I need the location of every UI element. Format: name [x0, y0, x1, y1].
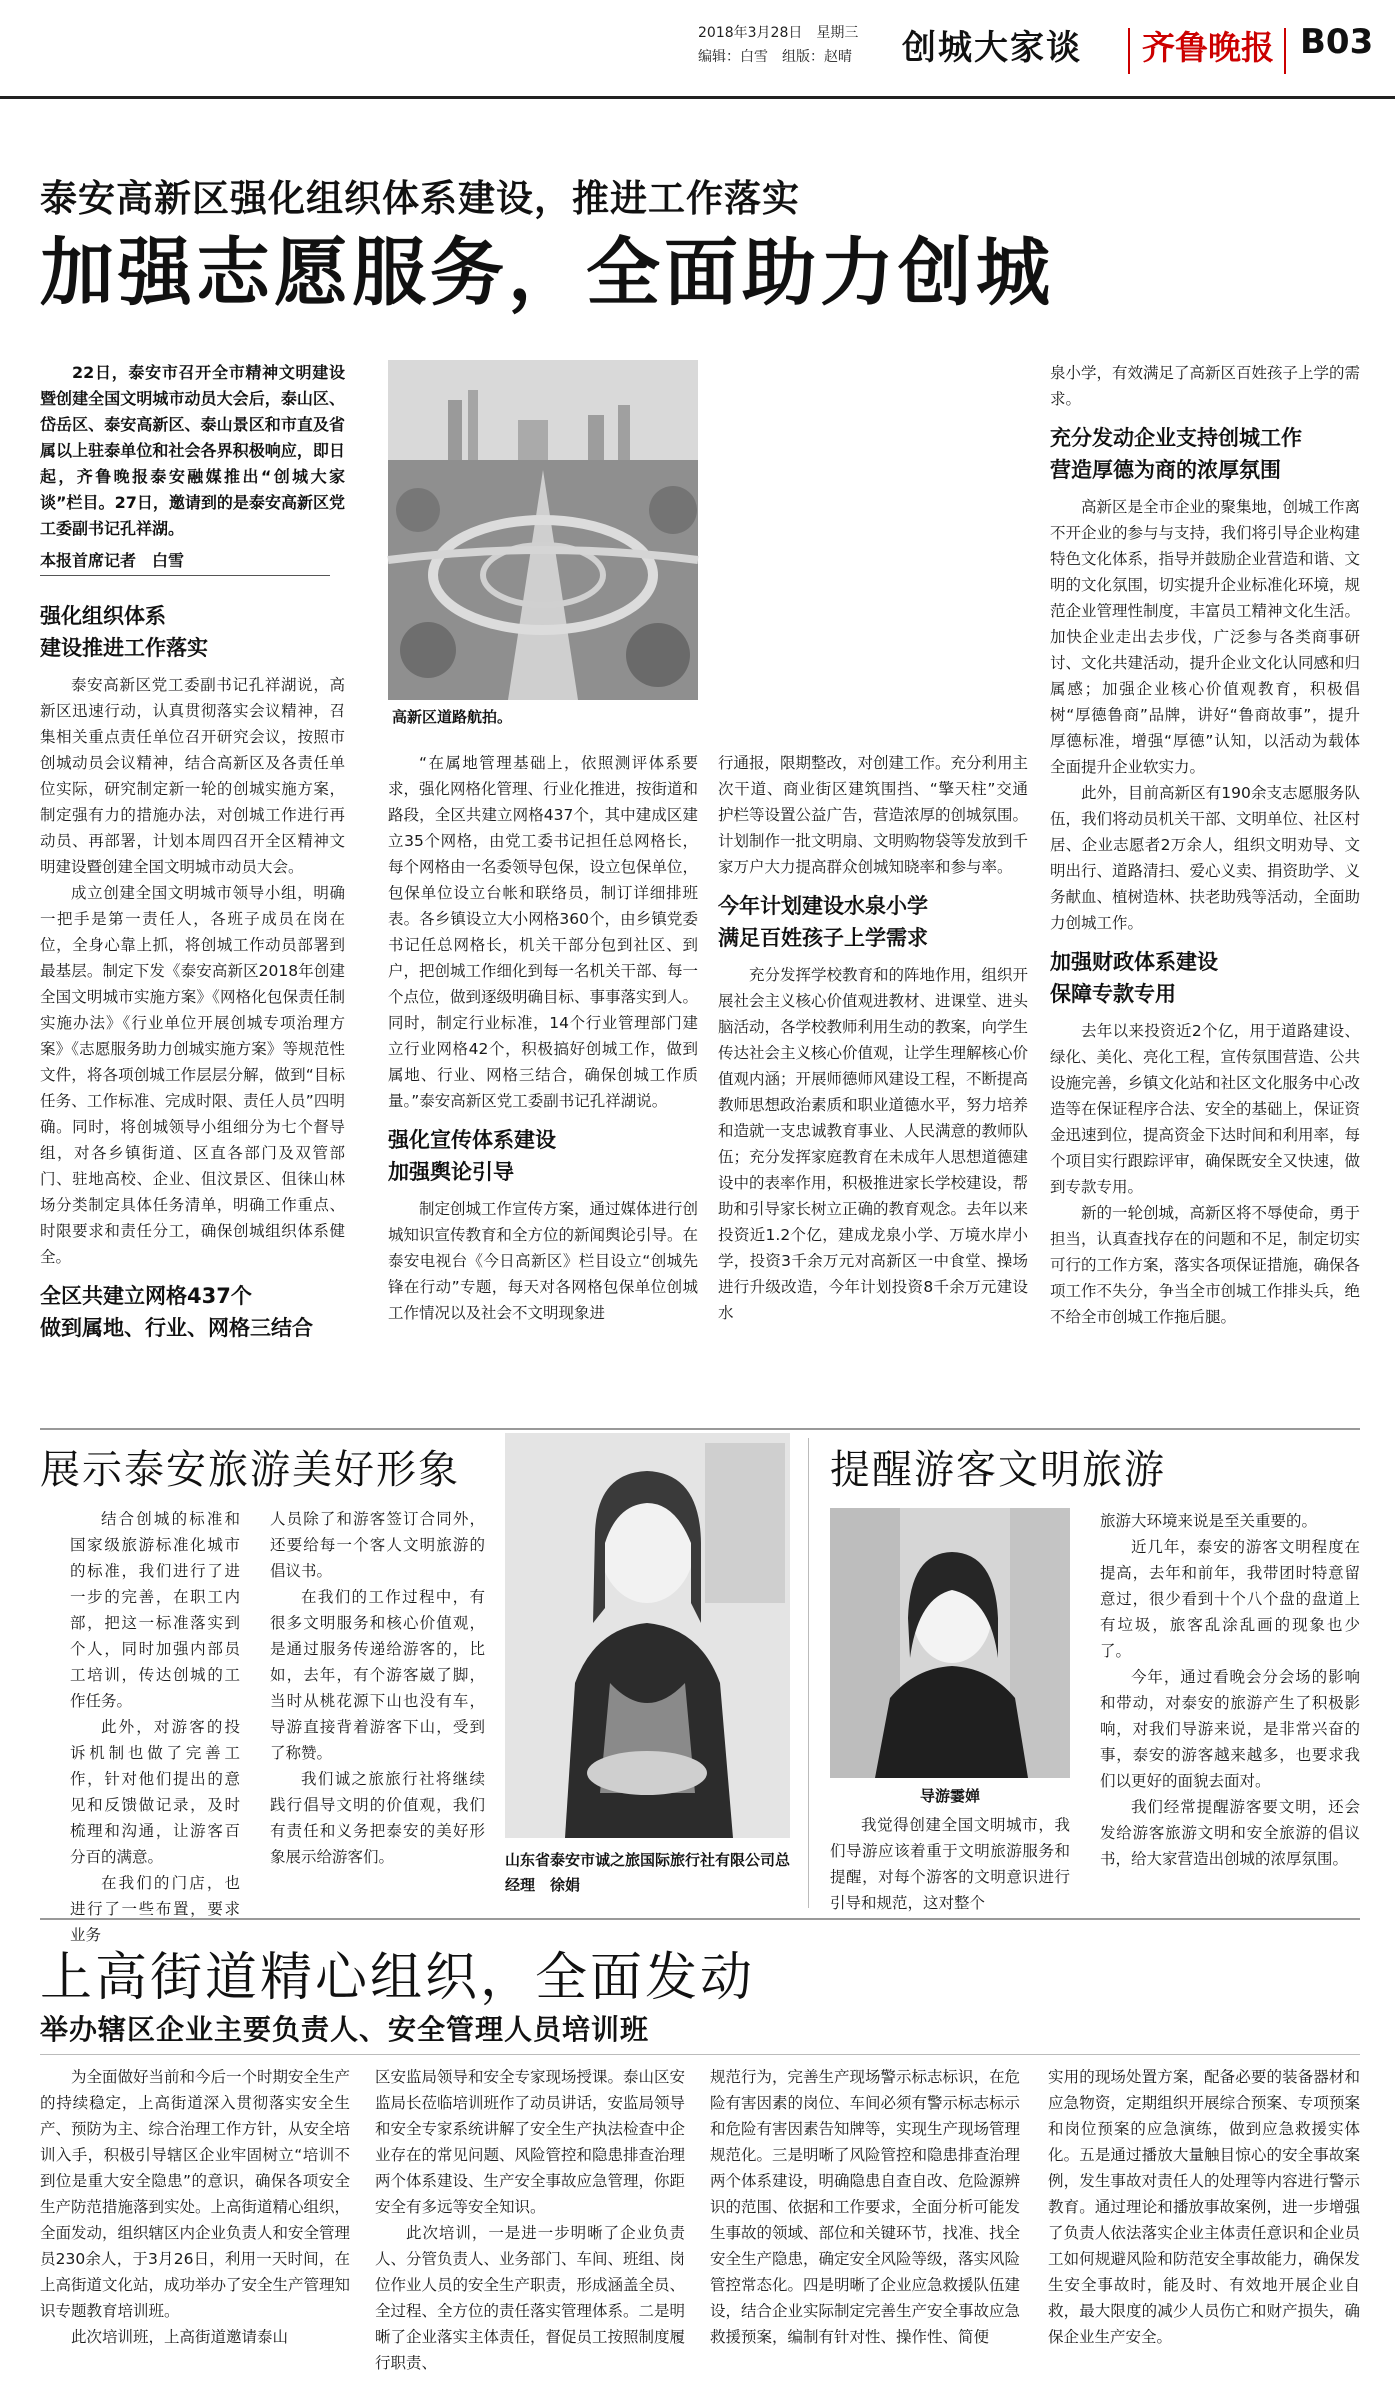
- article4-column-1: [40, 2064, 350, 2389]
- paragraph: 在我们的门店，也进行了一些布置，要求业务: [70, 1874, 240, 1944]
- subheading-line: 今年计划建设水泉小学: [718, 894, 928, 918]
- article4-subtitle: 举办辖区企业主要负责人、安全管理人员培训班: [40, 2013, 650, 2046]
- portrait-image: [505, 1433, 790, 1838]
- paragraph: 泉小学，有效满足了高新区百姓孩子上学的需求。: [1050, 364, 1361, 408]
- paragraph: 成立创建全国文明城市领导小组，明确一把手是第一责任人，各班子成员在岗在位，全身心靠上抓，将创城工作动员部署到最基层。制定下发《泰安高新区2018年创建全国文明城市实施方案》《网格化包保责任制实施办法》《行业单位开展创城专项治理方案》《志愿服务助力创城实施方案》等规范性文件，将各项创城工作层层分解，做到“目标任务、工作标准、完成时限、责任人员”四明确。同时，将创城领导小组细分为七个督导组，对各乡镇街道、区直各部门及双管部门、驻地高校、企业、伹汶景区、伹徕山林场分类制定具体任务清单，明确工作重点、时限要求和责任分工，确保创城组织体系健全。: [40, 884, 345, 1266]
- subheading-line: 全区共建立网格437个: [40, 1284, 252, 1308]
- header-rule: [0, 96, 1395, 99]
- paragraph: 我们诚之旅旅行社将继续践行倡导文明的价值观，我们有责任和义务把泰安的美好形象展示给游客们。: [270, 1770, 485, 1866]
- aerial-road-photo: [388, 360, 698, 700]
- subheading-line: 建设推进工作落实: [40, 636, 208, 660]
- article3-column-2: [1100, 1508, 1360, 1908]
- article-column-1: [40, 590, 345, 1400]
- article-kicker: 泰安高新区强化组织体系建设，推进工作落实: [40, 177, 800, 220]
- article-column-3: [718, 750, 1028, 1400]
- article2-column-1: [70, 1506, 240, 1944]
- subheading: [40, 600, 345, 664]
- page-number: B03: [1300, 22, 1374, 62]
- article2-title: 展示泰安旅游美好形象: [40, 1447, 460, 1493]
- photo-caption: 高新区道路航拍。: [392, 708, 513, 726]
- paragraph: 此次培训，一是进一步明晰了企业负责人、分管负责人、业务部门、车间、班组、岗位作业人员的安全生产职责，形成涵盖全员、全过程、全方位的责任落实管理体系。二是明晰了企业落实主体责任，督促员工按照制度履行职责、: [375, 2224, 686, 2372]
- subheading: [1050, 422, 1360, 486]
- paragraph: 在我们的工作过程中，有很多文明服务和核心价值观，是通过服务传递给游客的，比如，去年，有个游客崴了脚，当时从桃花源下山也没有车，导游直接背着游客下山，受到了称赞。: [270, 1588, 485, 1762]
- aerial-road-image: [388, 360, 698, 700]
- paragraph: 结合创城的标准和国家级旅游标准化城市的标准，我们进行了进一步的完善，在职工内部，把这一标准落实到个人，同时加强内部员工培训，传达创城的工作任务。: [70, 1510, 240, 1710]
- subheading-line: 强化宣传体系建设: [388, 1128, 556, 1152]
- subheading-line: 营造厚德为商的浓厚氛围: [1050, 458, 1281, 482]
- subheading: [388, 1124, 698, 1188]
- paragraph: 实用的现场处置方案，配备必要的装备器材和应急物资，定期组织开展综合预案、专项预案和岗位预案的应急演练，做到应急救援实体化。五是通过播放大量触目惊心的安全事故案例，发生事故对责任人的处理等内容进行警示教育。通过理论和播放事故案例，进一步增强了负责人依法落实企业主体责任意识和企业员工如何规避风险和防范安全事故能力，确保发生安全事故时，能及时、有效地开展企业自救，最大限度的减少人员伤亡和财产损失，确保企业生产安全。: [1048, 2068, 1360, 2346]
- header-date: 2018年3月28日 星期三: [698, 25, 859, 41]
- section-divider: [40, 1918, 1360, 1920]
- paragraph: 规范行为，完善生产现场警示标志标识，在危险有害因素的岗位、车间必须有警示标志标示和危险有害因素告知牌等，实现生产现场管理规范化。三是明晰了风险管控和隐患排查治理两个体系建设，明确隐患自查自改、危险源辨识的范围、依据和工作要求，全面分析可能发生事故的领域、部位和关键环节，找准、找全安全生产隐患，确定安全风险等级，落实风险管控常态化。四是明晰了企业应急救援队伍建设，结合企业实际制定完善生产安全事故应急救援预案，编制有针对性、操作性、简便: [710, 2068, 1021, 2346]
- article4-column-2: [375, 2064, 685, 2389]
- paragraph: 我觉得创建全国文明城市，我们导游应该着重于文明旅游服务和提醒，对每个游客的文明意识进行引导和规范，这对整个: [830, 1816, 1070, 1912]
- lead-paragraph: 22日，泰安市召开全市精神文明建设暨创建全国文明城市动员大会后，泰山区、岱岳区、泰安高新区、泰山景区和市直及省属以上驻泰单位和社会各界积极响应，即日起，齐鲁晚报泰安融媒推出“创城大家谈”栏目。27日，邀请到的是泰安高新区党工委副书记孔祥湖。: [40, 363, 345, 538]
- portrait-photo: [505, 1433, 790, 1838]
- section-title: 创城大家谈: [902, 28, 1082, 68]
- subheading: [1050, 946, 1360, 1010]
- article-column-4: [1050, 360, 1360, 1400]
- portrait-photo: [830, 1508, 1070, 1778]
- header-divider: [1284, 28, 1286, 74]
- subheading: [718, 890, 1028, 954]
- portrait-caption: 导游霎婵: [919, 1787, 980, 1805]
- subheading-line: 满足百姓孩子上学需求: [718, 926, 928, 950]
- paragraph: 此外，对游客的投诉机制也做了完善工作，针对他们提出的意见和反馈做记录，及时梳理和沟通，让游客百分百的满意。: [70, 1718, 240, 1866]
- paragraph: 去年以来投资近2个亿，用于道路建设、绿化、美化、亮化工程，宣传氛围营造、公共设施完善，乡镇文化站和社区文化服务中心改造等在保证程序合法、安全的基础上，保证资金迅速到位，提高资金下达时间和利用率，每个项目实行跟踪评审，确保既安全又快速，做到专款专用。: [1050, 1022, 1361, 1196]
- article-column-2: [388, 750, 698, 1400]
- article2-column-2: [270, 1506, 485, 1906]
- byline: 本报首席记者 白雪: [40, 548, 330, 576]
- portrait-image: [830, 1508, 1070, 1778]
- subheading-line: 充分发动企业支持创城工作: [1050, 426, 1302, 450]
- article3-title: 提醒游客文明旅游: [830, 1447, 1166, 1493]
- paragraph: 高新区是全市企业的聚集地，创城工作离不开企业的参与与支持，我们将引导企业构建特色文化体系，指导并鼓励企业营造和谐、文明的文化氛围，切实提升企业标准化环境，规范企业管理性制度，丰富员工精神文化生活。加快企业走出去步伐，广泛参与各类商事研讨、文化共建活动，提升企业文化认同感和归属感；加强企业核心价值观教育，积极倡树“厚德鲁商”品牌，讲好“鲁商故事”，提升厚德标准，增强“厚德”认知，以活动为载体全面提升企业软实力。: [1050, 498, 1361, 776]
- header-divider: [1128, 28, 1130, 74]
- header-editors: 编辑：白雪 组版：赵晴: [698, 49, 852, 65]
- article4-title: 上高街道精心组织，全面发动: [40, 1948, 756, 2008]
- paragraph: “在属地管理基础上，依照测评体系要求，强化网格化管理、行业化推进，按街道和路段，全区共建立网格437个，其中建成区建立35个网格，由党工委书记担任总网格长，每个网格由一名委领导包保，设立包保单位，包保单位设立台帐和联络员，制订详细排班表。各乡镇设立大小网格360个，由乡镇党委书记任总网格长，机关干部分包到社区、到户，把创城工作细化到每一名机关干部、每一个点位，做到逐级明确目标、事事落实到人。同时，制定行业标准，14个行业管理部门建立行业网格42个，积极搞好创城工作，做到属地、行业、网格三结合，确保创城工作质量。”泰安高新区党工委副书记孔祥湖说。: [388, 754, 699, 1110]
- paragraph: 行通报，限期整改，对创建工作。充分利用主次干道、商业街区建筑围挡、“擎天柱”交通护栏等设置公益广告，营造浓厚的创城氛围。计划制作一批文明扇、文明购物袋等发放到千家万户大力提高群众创城知晓率和参与率。: [718, 754, 1029, 876]
- article3-column-1: [830, 1812, 1070, 1912]
- subheading-line: 加强舆论引导: [388, 1160, 514, 1184]
- article-lead: [40, 360, 345, 542]
- newspaper-logo: 齐鲁晚报: [1142, 28, 1274, 67]
- subheading-line: 强化组织体系: [40, 604, 166, 628]
- subheading: [40, 1280, 345, 1344]
- paragraph: 人员除了和游客签订合同外，还要给每一个客人文明旅游的倡议书。: [270, 1510, 485, 1580]
- paragraph: 此外，目前高新区有190余支志愿服务队伍，我们将动员机关干部、文明单位、社区村居、企业志愿者2万余人，组织文明劝导、文明出行、道路清扫、爱心义卖、捐资助学、义务献血、植树造林、扶老助残等活动，全面助力创城工作。: [1050, 784, 1361, 932]
- paragraph: 我们经常提醒游客要文明，还会发给游客旅游文明和安全旅游的倡议书，给大家营造出创城的浓厚氛围。: [1100, 1798, 1360, 1868]
- article4-column-3: [710, 2064, 1020, 2389]
- subheading-line: 做到属地、行业、网格三结合: [40, 1316, 313, 1340]
- article4-column-4: [1048, 2064, 1360, 2389]
- paragraph: 充分发挥学校教育和的阵地作用，组织开展社会主义核心价值观进教材、进课堂、进头脑活动，各学校教师利用生动的教案，向学生传达社会主义核心价值观，让学生理解核心价值观内涵；开展师德师风建设工程，不断提高教师思想政治素质和职业道德水平，努力培养和造就一支忠诚教育事业、人民满意的教师队伍；充分发挥家庭教育在未成年人思想道德建设中的表率作用，积极推进家长学校建设，帮助和引导家长树立正确的教育观念。去年以来投资近1.2个亿，建成龙泉小学、万境水岸小学，投资3千余万元对高新区一中食堂、操场进行升级改造，今年计划投资8千余万元建设水: [718, 966, 1029, 1322]
- portrait-caption: 山东省泰安市诚之旅国际旅行社有限公司总经理 徐娟: [505, 1851, 791, 1894]
- paragraph: 制定创城工作宣传方案，通过媒体进行创城知识宣传教育和全方位的新闻舆论引导。在泰安电视台《今日高新区》栏目设立“创城先锋在行动”专题，每天对各网格包保单位创城工作情况以及社会不文明现象进: [388, 1200, 699, 1322]
- paragraph: 旅游大环境来说是至关重要的。: [1100, 1512, 1318, 1530]
- subheading-line: 加强财政体系建设: [1050, 950, 1218, 974]
- paragraph: 泰安高新区党工委副书记孔祥湖说，高新区迅速行动，认真贯彻落实会议精神，召集相关重点责任单位召开研究会议，按照市创城动员会议精神，结合高新区及各责任单位实际，研究制定新一轮的创城实施方案，制定强有力的措施办法，对创城工作进行再动员、再部署，计划本周四召开全区精神文明建设暨创建全国文明城市动员大会。: [40, 676, 345, 876]
- paragraph: 新的一轮创城，高新区将不辱使命，勇于担当，认真查找存在的问题和不足，制定切实可行的工作方案，落实各项保证措施，确保各项工作不失分，争当全市创城工作排头兵，绝不给全市创城工作拖后腿。: [1050, 1204, 1361, 1326]
- paragraph: 近几年，泰安的游客文明程度在提高，去年和前年，我带团时特意留意过，很少看到十个八个盘的盘道上有垃圾，旅客乱涂乱画的现象也少了。: [1100, 1538, 1360, 1660]
- paragraph: 区安监局领导和安全专家现场授课。泰山区安监局长莅临培训班作了动员讲话，安监局领导和安全专家系统讲解了安全生产执法检查中企业存在的常见问题、风险管控和隐患排查治理两个体系建设、生产安全事故应急管理，你距安全有多远等安全知识。: [375, 2068, 686, 2216]
- subheading-line: 保障专款专用: [1050, 982, 1176, 1006]
- article-headline: 加强志愿服务，全面助力创城: [40, 230, 1054, 316]
- paragraph: 此次培训班，上高街道邀请泰山: [71, 2328, 289, 2346]
- paragraph: 今年，通过看晚会分会场的影响和带动，对泰安的旅游产生了积极影响，对我们导游来说，是非常兴奋的事，泰安的游客越来越多，也要求我们以更好的面貌去面对。: [1100, 1668, 1360, 1790]
- column-divider: [808, 1438, 809, 1908]
- subtitle-rule: [40, 2054, 1360, 2055]
- section-divider: [40, 1428, 1360, 1430]
- paragraph: 为全面做好当前和今后一个时期安全生产的持续稳定，上高街道深入贯彻落实安全生产、预防为主、综合治理工作方针，从安全培训入手，积极引导辖区企业牢固树立“培训不到位是重大安全隐患”的意识，确保各项安全生产防范措施落到实处。上高街道精心组织，全面发动，组织辖区内企业负责人和安全管理员230余人，于3月26日，利用一天时间，在上高街道文化站，成功举办了安全生产管理知识专题教育培训班。: [40, 2068, 351, 2320]
